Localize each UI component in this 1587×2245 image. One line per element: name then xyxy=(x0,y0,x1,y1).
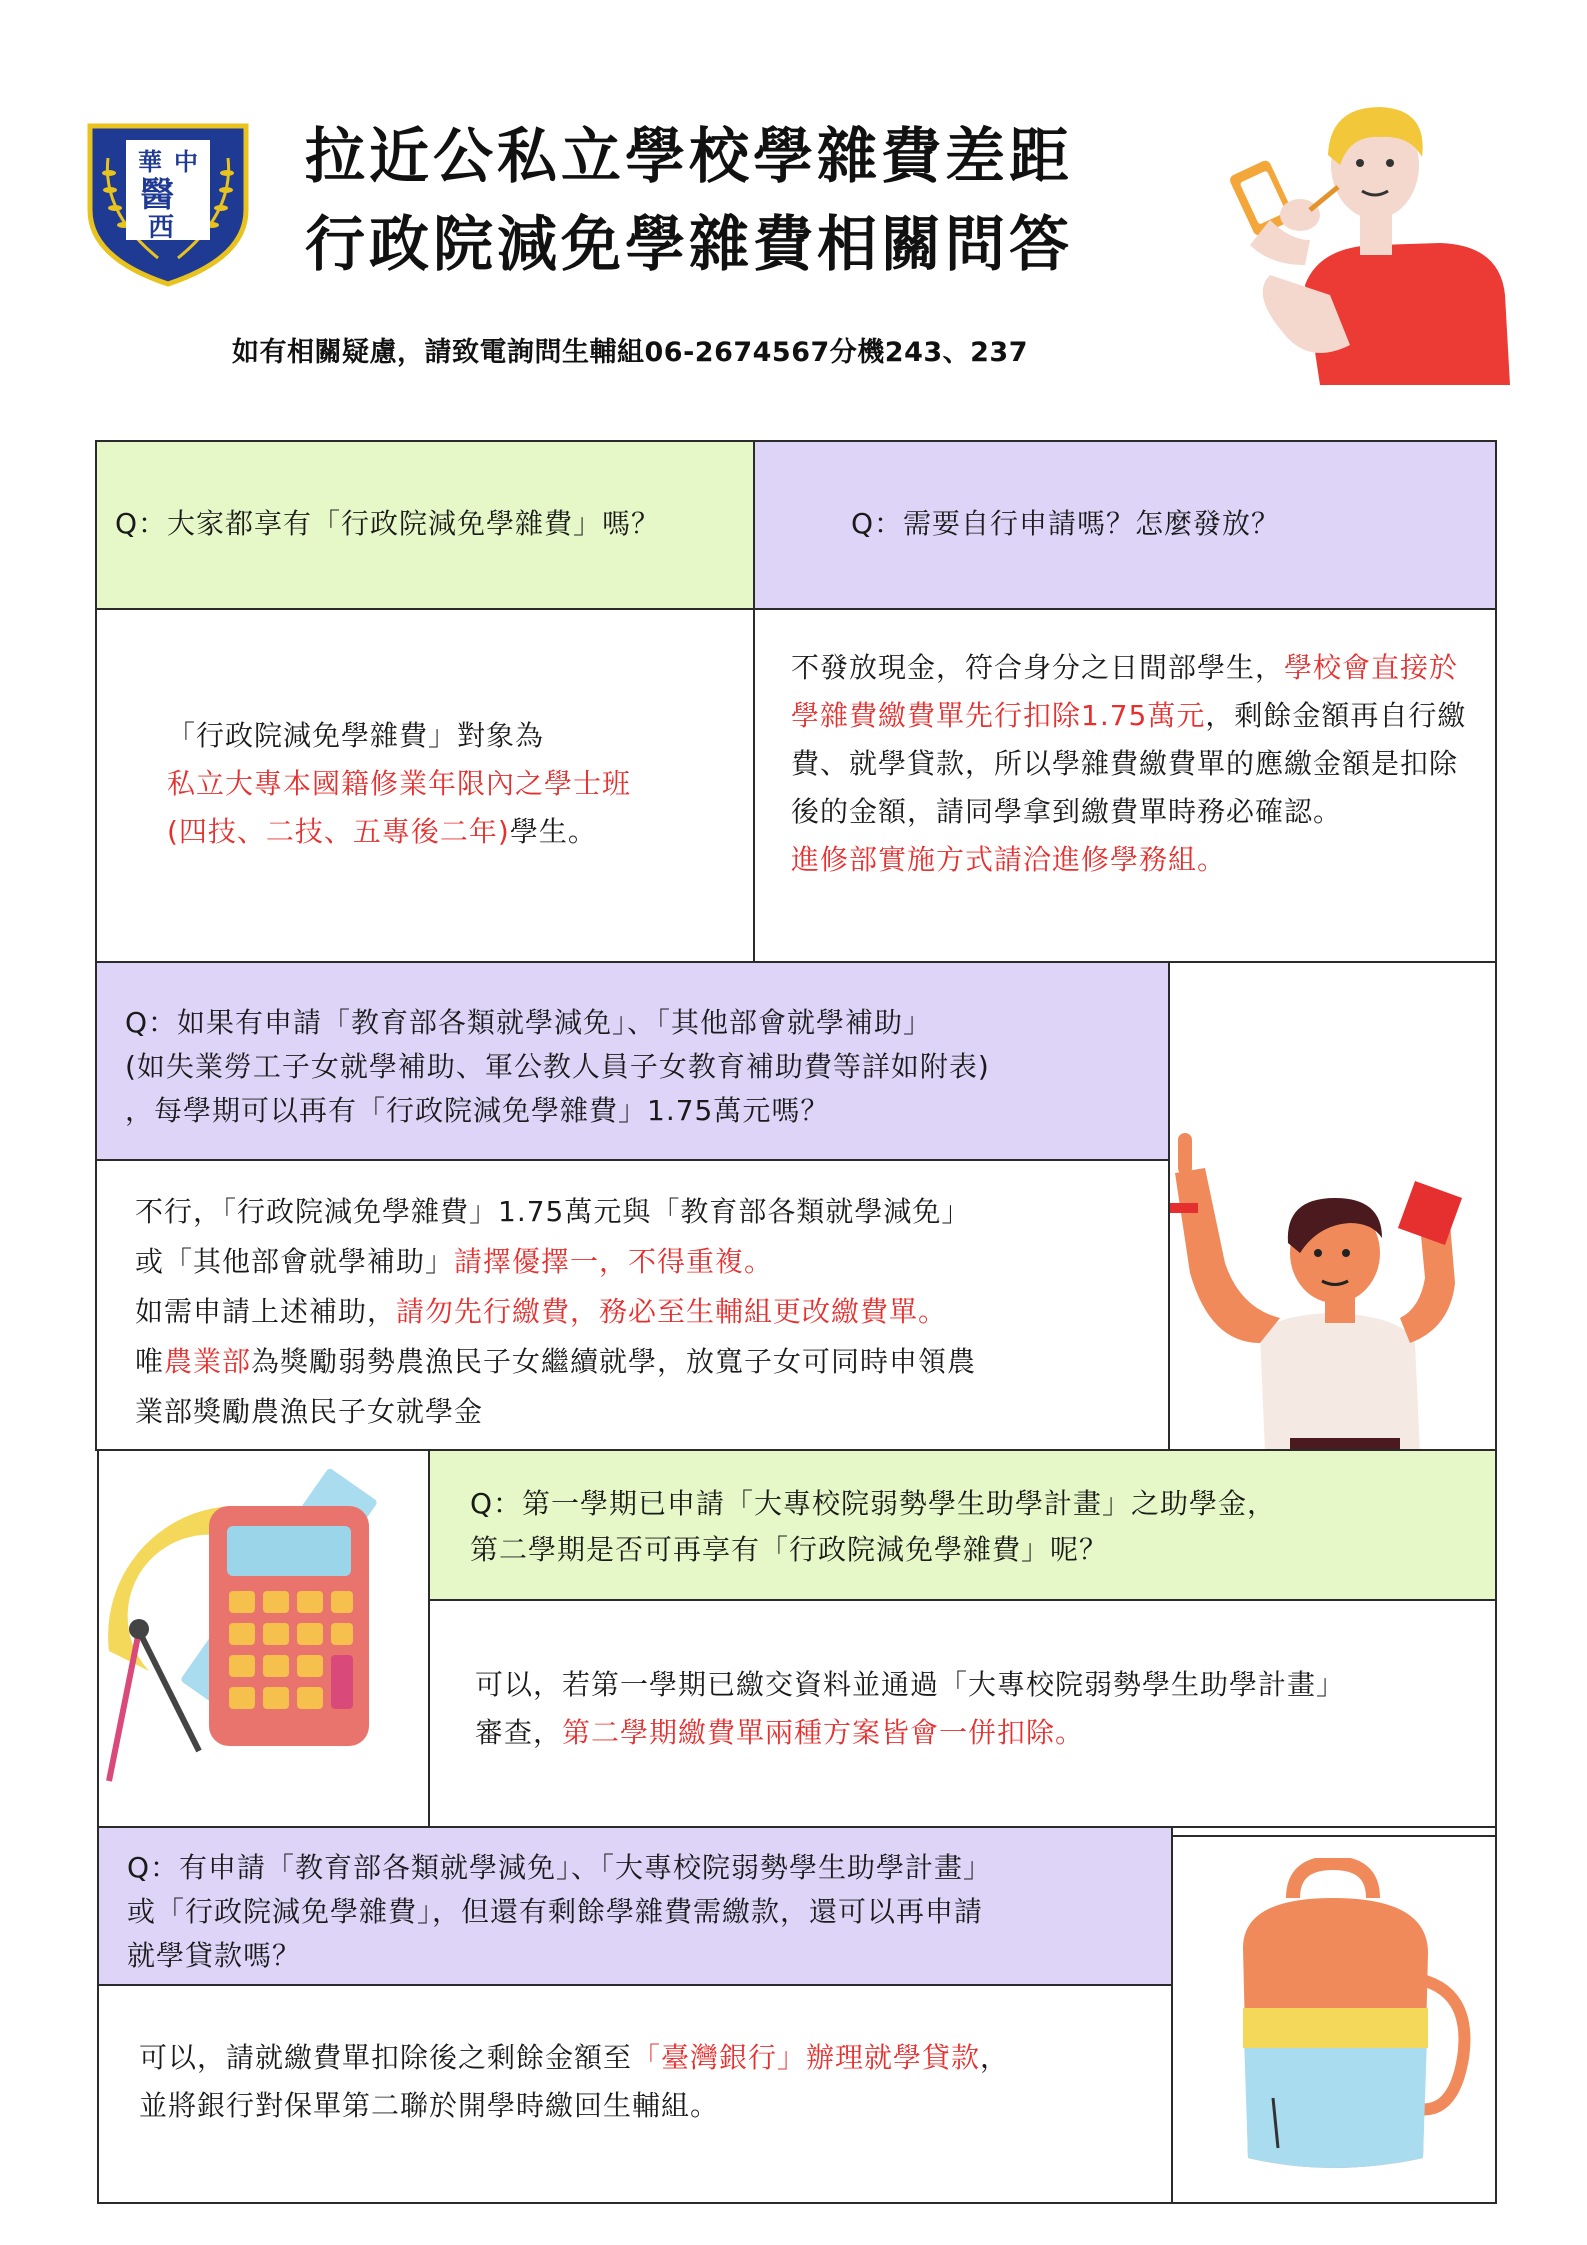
qa3-answer-cell xyxy=(95,1159,1170,1451)
calculator-tools-illustration xyxy=(99,1451,429,1836)
qa3-answer-line-2: 或「其他部會就學補助」 xyxy=(135,1245,455,1278)
qa3-question xyxy=(125,1001,1165,1133)
qa2-answer-highlight: 學校會直接於學雜費繳費單先行扣除1.75萬元 xyxy=(791,651,1459,732)
qa5-answer-line-2: 並將銀行對保單第二聯於開學時繳回生輔組。 xyxy=(139,2089,720,2122)
qa1-answer xyxy=(167,712,667,856)
man-writing-illustration xyxy=(1210,95,1520,385)
qa3-illustration-cell xyxy=(1168,961,1497,1451)
logo-char-3: 醫 xyxy=(140,175,174,215)
qa3-answer-line-5: 業部獎勵農漁民子女就學金 xyxy=(135,1395,484,1428)
qa5-question-line-2: 或「行政院減免學雜費」，但還有剩餘學雜費需繳款，還可以再申請 xyxy=(127,1895,984,1928)
qa3-question-line-1: Q：如果有申請「教育部各類就學減免」、「其他部會就學補助」 xyxy=(125,1006,933,1039)
qa1-answer-highlight: 私立大專本國籍修業年限內之學士班(四技、二技、五專後二年) xyxy=(167,767,632,848)
qa1-question-cell xyxy=(95,440,755,610)
qa5-answer-line-1: 可以，請就繳費單扣除後之剩餘金額至 xyxy=(139,2041,633,2074)
qa3-answer-highlight-2: 請勿先行繳費，務必至生輔組更改繳費單。 xyxy=(396,1295,948,1328)
qa5-answer-cell xyxy=(97,1984,1173,2204)
qa5-answer-highlight: 「臺灣銀行」辦理就學貸款 xyxy=(632,2041,981,2074)
qa5-question-line-3: 就學貸款嗎？ xyxy=(127,1939,302,1972)
qa5-illustration-cell xyxy=(1171,1826,1497,2204)
qa3-question-cell xyxy=(95,961,1170,1161)
qa5-answer xyxy=(139,2034,1169,2130)
school-logo xyxy=(78,118,258,288)
qa3-answer-line-4c: 為獎勵弱勢農漁民子女繼續就學，放寬子女可同時申領農 xyxy=(251,1345,977,1378)
qa2-answer xyxy=(791,644,1471,884)
backpack-illustration xyxy=(1213,1858,1493,2188)
qa4-answer-line-1: 可以，若第一學期已繳交資料並通過「大專校院弱勢學生助學計畫」 xyxy=(475,1668,1346,1701)
qa3-question-line-2: (如失業勞工子女就學補助、軍公教人員子女教育補助費等詳如附表) xyxy=(125,1050,990,1083)
qa3-answer xyxy=(135,1187,1165,1437)
man-pointing-illustration xyxy=(1150,1113,1490,1453)
qa4-answer-highlight: 第二學期繳費單兩種方案皆會一併扣除。 xyxy=(562,1716,1085,1749)
qa3-answer-line-3: 如需申請上述補助， xyxy=(135,1295,397,1328)
qa5-question-line-1: Q：有申請「教育部各類就學減免」、「大專校院弱勢學生助學計畫」 xyxy=(127,1851,993,1884)
logo-char-2: 中 xyxy=(174,148,198,176)
qa1-answer-cell xyxy=(95,608,755,963)
qa3-answer-highlight-3: 農業部 xyxy=(164,1345,252,1378)
qa4-question-line-1: Q：第一學期已申請「大專校院弱勢學生助學計畫」之助學金， xyxy=(470,1487,1277,1520)
qa2-answer-text-2: ，剩餘金額再自行繳費、就學貸款，所以學雜費繳費單的應繳金額是扣除後的金額，請同學拿到繳費單時務必確認。 xyxy=(791,699,1467,828)
qa4-question xyxy=(470,1481,1490,1573)
logo-char-4: 西 xyxy=(148,213,175,243)
qa4-answer-cell xyxy=(428,1599,1497,1837)
qa5-question-cell xyxy=(97,1826,1173,1986)
qa4-question-cell xyxy=(428,1449,1497,1601)
qa2-answer-note: 進修部實施方式請洽進修學務組。 xyxy=(791,843,1227,876)
qa5-answer-comma: ， xyxy=(980,2041,1010,2074)
qa1-answer-end: 學生。 xyxy=(509,815,597,848)
qa2-answer-cell xyxy=(753,608,1497,963)
qa3-answer-highlight-1: 請擇優擇一，不得重複。 xyxy=(454,1245,774,1278)
qa4-answer xyxy=(475,1661,1485,1757)
logo-char-1: 華 xyxy=(138,148,162,176)
qa4-question-line-2: 第二學期是否可再享有「行政院減免學雜費」呢？ xyxy=(470,1533,1109,1566)
page-title-line-2: 行政院減免學雜費相關問答 xyxy=(305,210,1073,280)
qa2-question: Q：需要自行申請嗎？怎麼發放？ xyxy=(851,507,1281,540)
qa4-illustration-cell xyxy=(97,1449,430,1837)
qa1-answer-text: 「行政院減免學雜費」對象為 xyxy=(167,719,545,752)
qa3-answer-line-4a: 唯 xyxy=(135,1345,165,1378)
qa4-answer-line-2: 審查， xyxy=(475,1716,563,1749)
qa1-question: Q：大家都享有「行政院減免學雜費」嗎？ xyxy=(115,507,661,540)
qa5-question xyxy=(127,1846,1167,1978)
contact-info: 如有相關疑慮，請致電詢問生輔組06-2674567分機243、237 xyxy=(232,337,1029,368)
qa2-answer-text: 不發放現金，符合身分之日間部學生， xyxy=(791,651,1285,684)
qa3-answer-line-1: 不行，「行政院減免學雜費」1.75萬元與「教育部各類就學減免」 xyxy=(135,1195,971,1228)
qa3-question-line-3: ，每學期可以再有「行政院減免學雜費」1.75萬元嗎？ xyxy=(125,1094,830,1127)
qa2-question-cell xyxy=(753,440,1497,610)
page-title-line-1: 拉近公私立學校學雜費差距 xyxy=(305,122,1073,192)
